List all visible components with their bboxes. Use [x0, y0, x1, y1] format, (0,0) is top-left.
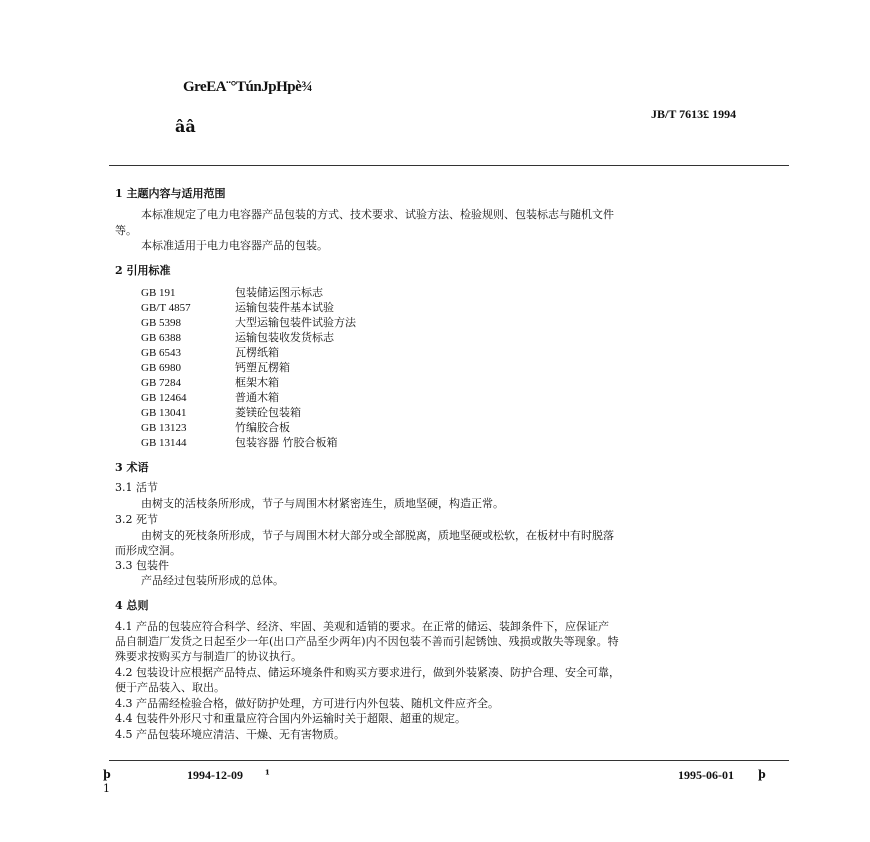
reference-row — [141, 344, 279, 359]
reference-name: 瓦楞纸箱 — [235, 346, 279, 359]
reference-code: GB 191 — [141, 287, 176, 299]
section-4-1-line-1: 4.1 产品的包装应符合科学、经济、牢固、美观和适销的要求。在正常的储运、装卸条件下，应保证产 — [115, 620, 609, 633]
reference-code: GB 5398 — [141, 317, 182, 329]
reference-name: 运输包装件基本试验 — [235, 301, 334, 314]
footer-rule — [109, 760, 789, 761]
reference-code: GB 13041 — [141, 407, 187, 419]
reference-name: 运输包装收发货标志 — [235, 331, 334, 344]
reference-name: 普通木箱 — [235, 391, 279, 404]
section-1-paragraph-1-line-1: 本标准规定了电力电容器产品包装的方式、技术要求、试验方法、检验规则、包装标志与随机文件 — [141, 208, 614, 221]
implementation-mark: þ — [758, 768, 766, 781]
reference-name: 竹编胶合板 — [235, 421, 290, 434]
section-3-title: 3 术语 — [115, 461, 149, 474]
reference-code: GB 7284 — [141, 377, 182, 389]
section-4-4: 4.4 包装件外形尺寸和重量应符合国内外运输时关于超限、超重的规定。 — [115, 712, 466, 725]
section-3-3-title: 3.3 包装件 — [115, 559, 169, 572]
standard-number: JB/T 7613£ 1994 — [651, 107, 737, 121]
section-4-2-line-1: 4.2 包装设计应根据产品特点、储运环境条件和购买方要求进行，做到外装紧凑、防护合理、安全可靠， — [115, 666, 620, 679]
implementation-date: 1995-06-01 — [678, 768, 734, 782]
reference-row — [141, 329, 334, 344]
garbled-header-subtitle: ââ — [175, 117, 196, 136]
reference-row — [141, 299, 334, 314]
section-3-2-title: 3.2 死节 — [115, 513, 158, 526]
section-3-3-text: 产品经过包装所形成的总体。 — [141, 574, 284, 587]
section-4-1-line-3: 殊要求按购买方与制造厂的协议执行。 — [115, 650, 302, 663]
footer-left-mark: þ — [103, 768, 111, 781]
reference-name: 钙塑瓦楞箱 — [235, 361, 290, 374]
section-4-5: 4.5 产品包装环境应清洁、干燥、无有害物质。 — [115, 728, 345, 741]
reference-name: 包装储运图示标志 — [235, 286, 323, 299]
section-4-title: 4 总则 — [115, 599, 149, 612]
reference-row — [141, 374, 279, 389]
section-3-1-title: 3.1 活节 — [115, 481, 158, 494]
section-2-title: 2 引用标准 — [115, 264, 171, 277]
reference-row — [141, 389, 279, 404]
reference-row — [141, 284, 323, 299]
garbled-header-title: GreEA¨°TúnJpHpè¾ — [183, 79, 312, 95]
section-1-paragraph-2: 本标准适用于电力电容器产品的包装。 — [141, 239, 328, 252]
reference-name: 框架木箱 — [235, 376, 279, 389]
reference-row — [141, 314, 356, 329]
reference-code: GB 13123 — [141, 422, 187, 434]
reference-code: GB 6543 — [141, 347, 182, 359]
reference-name: 菱镁砼包装箱 — [235, 406, 301, 419]
reference-code: GB 6388 — [141, 332, 182, 344]
section-3-1-text: 由树支的活枝条所形成，节子与周围木材紧密连生，质地坚硬，构造正常。 — [141, 497, 504, 510]
reference-code: GB 13144 — [141, 437, 187, 449]
section-1-title: 1 主题内容与适用范围 — [115, 187, 226, 200]
reference-code: GB/T 4857 — [141, 302, 191, 314]
issue-date: 1994-12-09 — [187, 768, 243, 782]
section-4-2-line-2: 便于产品装入、取出。 — [115, 681, 225, 694]
reference-row — [141, 434, 338, 449]
reference-row — [141, 404, 301, 419]
reference-name: 大型运输包装件试验方法 — [235, 316, 356, 329]
reference-code: GB 12464 — [141, 392, 187, 404]
reference-row — [141, 359, 290, 374]
section-1-paragraph-1-line-2: 等。 — [115, 224, 137, 237]
section-3-2-text-line-1: 由树支的死枝条所形成，节子与周围木材大部分或全部脱离，质地坚硬或松软，在板材中有时脱落 — [141, 529, 614, 542]
header-rule — [109, 165, 789, 166]
reference-code: GB 6980 — [141, 362, 182, 374]
reference-row — [141, 419, 290, 434]
issue-mark: ¹ — [265, 768, 270, 781]
section-4-3: 4.3 产品需经检验合格，做好防护处理，方可进行内外包装、随机文件应齐全。 — [115, 697, 499, 710]
section-4-1-line-2: 品自制造厂发货之日起至少一年(出口产品至少两年)内不因包装不善而引起锈蚀、残损或散失等现象。特 — [115, 635, 619, 648]
page-number: 1 — [103, 782, 110, 795]
section-3-2-text-line-2: 而形成空洞。 — [115, 544, 181, 557]
reference-name: 包装容器 竹胶合板箱 — [235, 436, 338, 449]
